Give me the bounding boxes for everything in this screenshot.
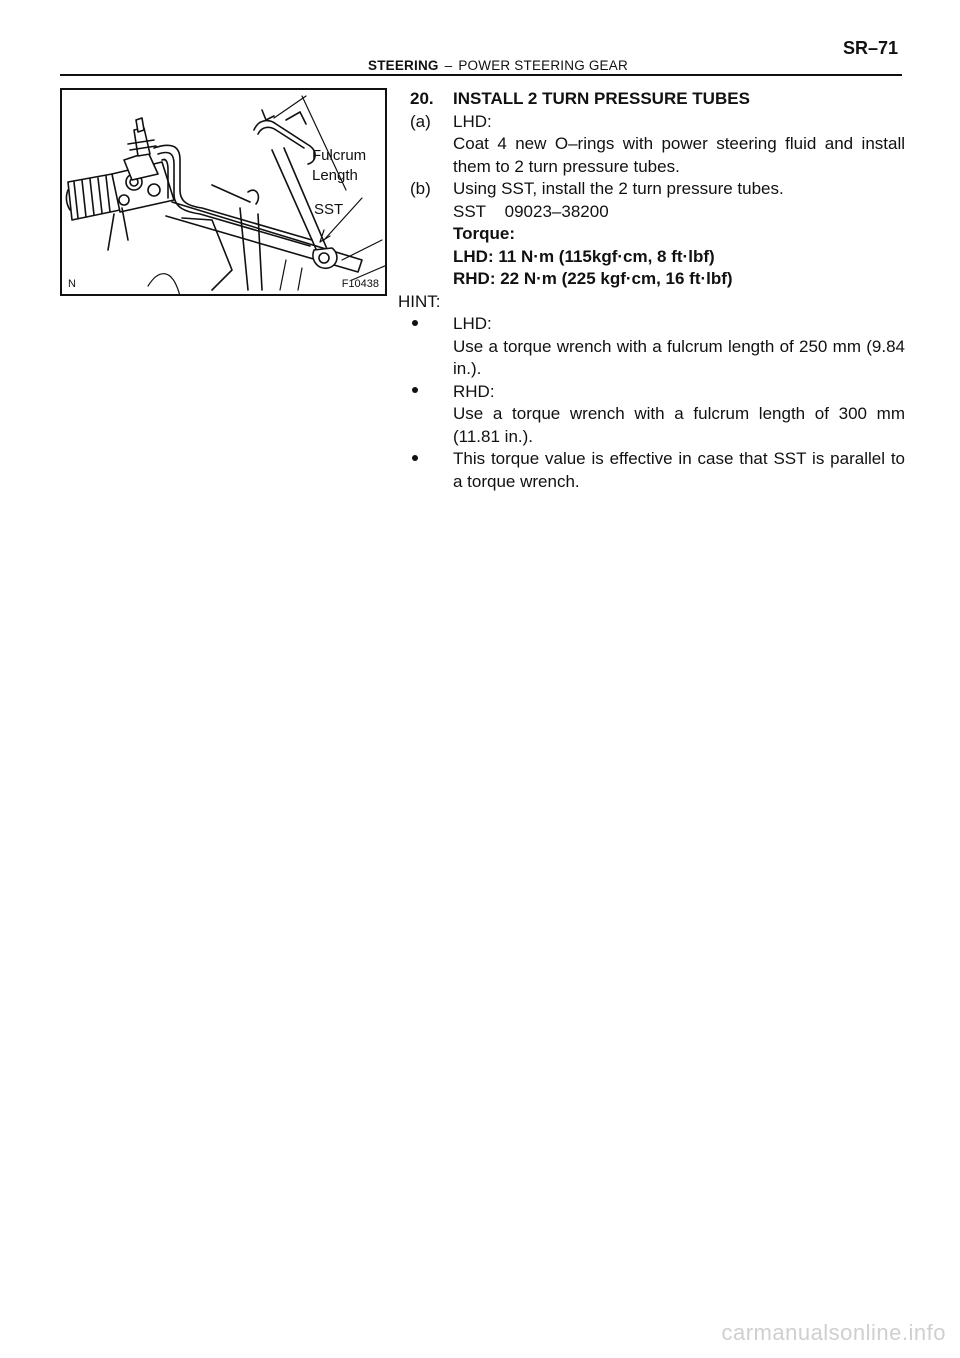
sst-number: SST 09023–38200 (453, 201, 609, 221)
substep-b-label: (b) (410, 179, 431, 198)
fulcrum-label: Fulcrum (312, 147, 367, 164)
substep-a-title: LHD: (453, 111, 492, 131)
illustration-figure (60, 88, 387, 296)
watermark: carmanualsonline.info (721, 1320, 946, 1345)
torque-rhd: RHD: 22 N·m (225 kgf·cm, 16 ft·lbf) (453, 269, 733, 288)
running-head (368, 58, 628, 73)
substep-b-text: Using SST, install the 2 turn pressure tubes. (453, 179, 784, 198)
figure-corner-mark: N (68, 278, 76, 290)
hint-item-title: LHD: (453, 314, 492, 333)
hint-item-lhd (410, 313, 905, 336)
section-title: STEERING (368, 58, 439, 73)
step-number: 20. (410, 89, 434, 108)
substep-a-label: (a) (410, 111, 431, 131)
gear-housing (108, 118, 174, 250)
hint-item-parallel (410, 448, 905, 493)
procedure-content (398, 88, 905, 493)
sst-label: SST (314, 201, 344, 218)
header-separator: – (444, 58, 453, 73)
page-code: SR–71 (842, 38, 898, 58)
substep-b (410, 178, 905, 201)
bellows-boot (66, 174, 120, 220)
bullet (410, 313, 453, 336)
header-rule (60, 74, 902, 76)
hint-item-title: RHD: (453, 381, 495, 401)
torque-lhd: LHD: 11 N·m (115kgf·cm, 8 ft·lbf) (453, 246, 715, 266)
steering-gear-drawing (62, 90, 387, 296)
subsection-title: POWER STEERING GEAR (458, 58, 628, 73)
hint-item-rhd (410, 381, 905, 404)
torque-label: Torque: (453, 224, 516, 243)
bullet (410, 448, 453, 493)
hint-item-text: Use a torque wrench with a fulcrum length of 300 mm (11.81 in.). (453, 404, 905, 446)
hint-item-text: This torque value is effective in case that SST is parallel to a torque wrench. (453, 449, 905, 491)
substep-a-text: Coat 4 new O–rings with power steering fluid and install them to 2 turn pressure tubes. (453, 134, 905, 176)
bullet (410, 381, 453, 404)
step-heading (410, 88, 905, 111)
sst-tool (313, 248, 337, 268)
pressure-tubes (154, 145, 312, 246)
figure-id: F10438 (341, 278, 379, 290)
hint-label: HINT: (398, 291, 441, 311)
length-label: Length (312, 167, 358, 184)
step-title: INSTALL 2 TURN PRESSURE TUBES (453, 89, 750, 108)
hint-item-text: Use a torque wrench with a fulcrum length of 250 mm (9.84 in.). (453, 336, 905, 378)
substep-a (410, 111, 905, 134)
